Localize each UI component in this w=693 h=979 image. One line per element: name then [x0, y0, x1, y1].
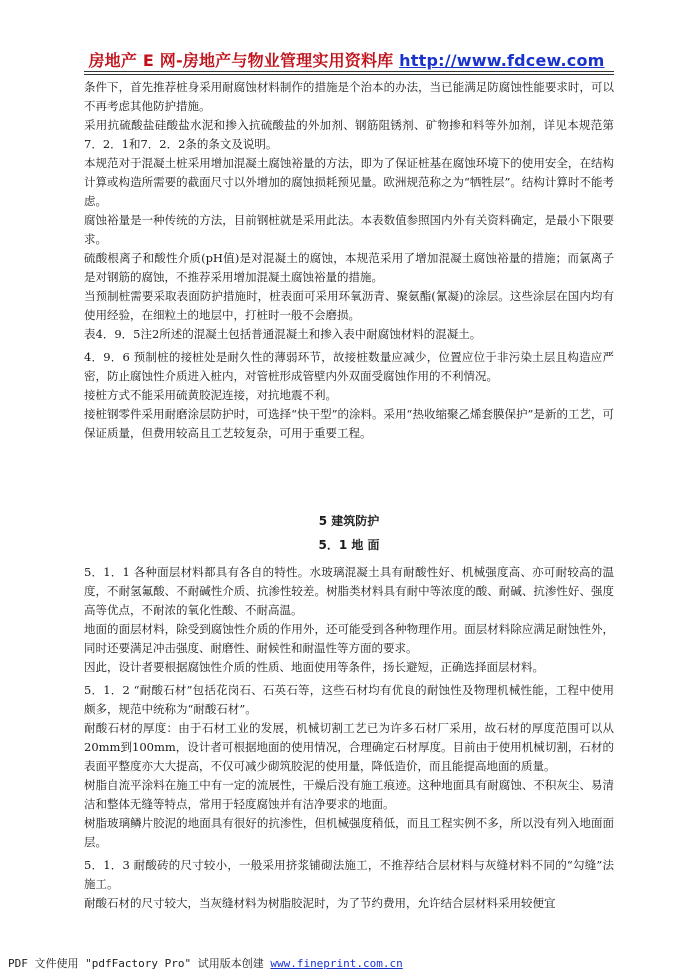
site-header [0, 48, 693, 71]
footer-text: PDF 文件使用 "pdfFactory Pro" 试用版本创建 [8, 957, 271, 970]
body-paragraph: 腐蚀裕量是一种传统的方法，目前钢桩就是采用此法。本表数值参照国内外有关资料确定，是最小下限要求。 [84, 213, 614, 246]
clause-5-1-1: 5．1．1 各种面层材料都具有各自的特性。水玻璃混凝土具有耐酸性好、机械强度高、亦可耐较高的温度，不耐氢氟酸、不耐碱性介质、抗渗性较差。树脂类材料具有耐中等浓度的酸、耐碱、抗渗性好、强度高等优点，不耐浓的氧化性酸、不耐高温。 [84, 565, 614, 617]
body-paragraph: 树脂玻璃鳞片胶泥的地面具有很好的抗渗性，但机械强度稍低，而且工程实例不多，所以没有列入地面面层。 [84, 816, 614, 849]
document-body [84, 78, 614, 913]
body-paragraph: 当预制桩需要采取表面防护措施时，桩表面可采用环氧沥青、聚氨酯(氰凝)的涂层。这些涂层在国内均有使用经验，在细粒土的地层中，打桩时一般不会磨损。 [84, 289, 614, 322]
body-paragraph: 本规范对于混凝土桩采用增加混凝土腐蚀裕量的方法，即为了保证桩基在腐蚀环境下的使用安全，在结构计算或构造所需要的截面尺寸以外增加的腐蚀损耗预见量。欧洲规范称之为“牺牲层”。结构计算时不能考虑。 [84, 156, 614, 208]
body-paragraph: 接桩方式不能采用硫黄胶泥连接，对抗地震不利。 [84, 388, 337, 402]
body-paragraph: 耐酸石材的厚度：由于石材工业的发展，机械切割工艺已为许多石材厂采用，故石材的厚度范围可以从20mm到100mm，设计者可根据地面的使用情况，合理确定石材厚度。目前由于使用机械切割，石材的表面平整度亦大大提高，不仅可减少砌筑胶泥的使用量，降低造价，而且能提高地面的质量。 [84, 721, 614, 773]
header-rule-top [84, 71, 614, 72]
body-paragraph: 耐酸石材的尺寸较大，当灰缝材料为树脂胶泥时，为了节约费用，允许结合层材料采用较便宜 [84, 896, 556, 910]
body-paragraph: 采用抗硫酸盐硅酸盐水泥和掺入抗硫酸盐的外加剂、钢筋阻锈剂、矿物掺和料等外加剂，详见本规范第7．2．1和7．2．2条的条文及说明。 [84, 118, 614, 151]
pdf-footer [8, 955, 403, 971]
blank-space [84, 443, 614, 511]
clause-5-1-3: 5．1．3 耐酸砖的尺寸较小，一般采用挤浆铺砌法施工，不推荐结合层材料与灰缝材料不同的“勾缝”法施工。 [84, 858, 614, 891]
site-url-link[interactable]: http://www.fdcew.com [399, 51, 605, 70]
body-paragraph: 表4．9．5注2所述的混凝土包括普通混凝土和掺入表中耐腐蚀材料的混凝土。 [84, 327, 482, 341]
section-title: 5．1 地 面 [318, 538, 380, 552]
body-paragraph: 条件下，首先推荐桩身采用耐腐蚀材料制作的措施是个治本的办法，当已能满足防腐蚀性能要求时，可以不再考虑其他防护措施。 [84, 80, 614, 113]
body-paragraph: 地面的面层材料，除受到腐蚀性介质的作用外，还可能受到各种物理作用。面层材料除应满足耐蚀性外，同时还要满足冲击强度、耐磨性、耐候性和耐温性等方面的要求。 [84, 622, 614, 655]
clause-4-9-6: 4．9．6 预制桩的接桩处是耐久性的薄弱环节，故接桩数量应减少，位置应位于非污染土层且构造应严密，防止腐蚀性介质进入桩内，对管桩形成管壁内外双面受腐蚀作用的不利情况。 [84, 350, 614, 383]
body-paragraph: 树脂自流平涂料在施工中有一定的流展性，干燥后没有施工痕迹。这种地面具有耐腐蚀、不积灰尘、易清洁和整体无缝等特点，常用于轻度腐蚀并有洁净要求的地面。 [84, 778, 614, 811]
body-paragraph: 因此，设计者要根据腐蚀性介质的性质、地面使用等条件，扬长避短，正确选择面层材料。 [84, 660, 544, 674]
body-paragraph: 硫酸根离子和酸性介质(pH值)是对混凝土的腐蚀，本规范采用了增加混凝土腐蚀裕量的措施；而氯离子是对钢筋的腐蚀，不推荐采用增加混凝土腐蚀裕量的措施。 [84, 251, 614, 284]
header-rule-bottom [84, 74, 614, 75]
clause-5-1-2: 5．1．2 “耐酸石材”包括花岗石、石英石等，这些石材均有优良的耐蚀性及物理机械性能，工程中使用颇多，规范中统称为“耐酸石材”。 [84, 683, 614, 716]
site-name: 房地产 E 网-房地产与物业管理实用资料库 [88, 51, 400, 70]
body-paragraph: 接桩钢零件采用耐磨涂层防护时，可选择“快干型”的涂料。采用“热收缩聚乙烯套膜保护”是新的工艺，可保证质量，但费用较高且工艺较复杂，可用于重要工程。 [84, 407, 614, 440]
chapter-title: 5 建筑防护 [318, 514, 380, 528]
footer-link[interactable]: www.fineprint.com.cn [270, 957, 403, 970]
